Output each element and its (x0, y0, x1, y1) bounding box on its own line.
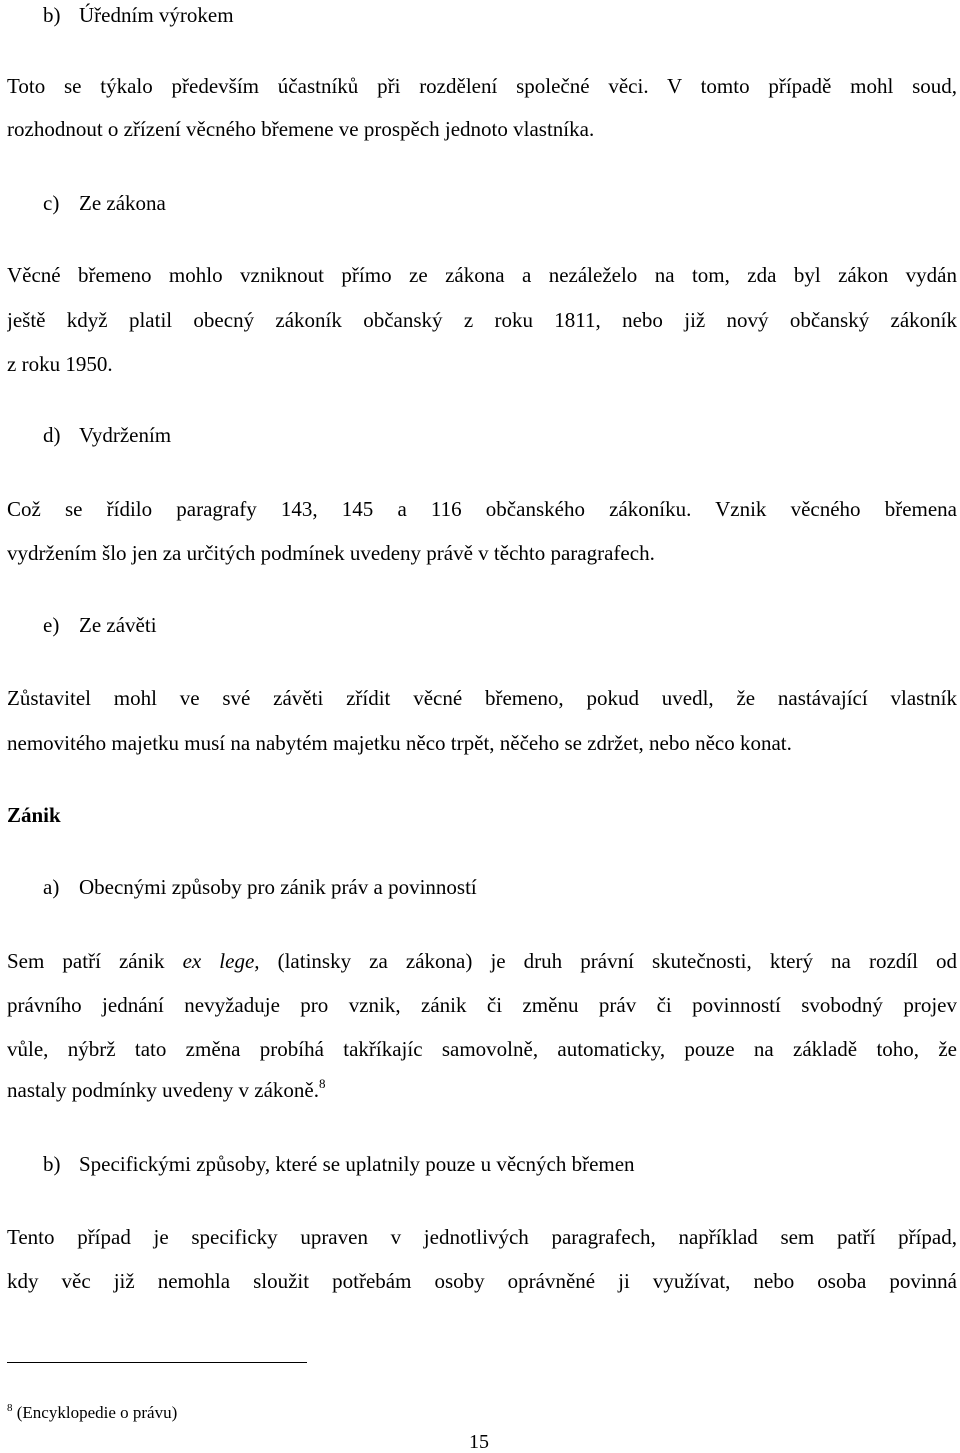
footnote-number: 8 (7, 1402, 13, 1414)
paragraph-line: Toto se týkalo především účastníků při rozdělení společné věci. V tomto případě mohl soud, (7, 74, 957, 98)
heading-text: Ze závěti (79, 613, 157, 637)
paragraph-line: Zůstavitel mohl ve své závěti zřídit věcné břemeno, pokud uvedl, že nastávající vlastník (7, 686, 957, 710)
list-marker: d) (43, 423, 61, 447)
paragraph-line: nemovitého majetku musí na nabytém majetku něco trpět, něčeho se zdržet, nebo něco konat. (7, 731, 792, 755)
paragraph-line: z roku 1950. (7, 352, 113, 376)
section-heading-e (43, 615, 157, 636)
list-marker: b) (43, 1152, 61, 1176)
list-marker: c) (43, 191, 60, 215)
list-marker: b) (43, 3, 61, 27)
section-heading-d (43, 425, 171, 446)
paragraph-line: ještě když platil obecný zákoník občanský z roku 1811, nebo již nový občanský zákoník (7, 308, 957, 332)
page-number: 15 (469, 1431, 489, 1453)
list-marker: a) (43, 875, 60, 899)
paragraph-line: vydržením šlo jen za určitých podmínek uvedeny právě v těchto paragrafech. (7, 541, 655, 565)
footnote-separator (7, 1362, 307, 1363)
paragraph-line: vůle, nýbrž tato změna probíhá takříkajíc samovolně, automaticky, pouze na základě toho, že (7, 1037, 957, 1061)
heading-text: Úředním výrokem (79, 3, 234, 27)
paragraph-line: kdy věc již nemohla sloužit potřebám osoby oprávněné ji využívat, nebo osoba povinná (7, 1269, 957, 1293)
paragraph-line: Tento případ je specificky upraven v jednotlivých paragrafech, například sem patří případ, (7, 1225, 957, 1249)
heading-text: Vydržením (79, 423, 172, 447)
paragraph-line: právního jednání nevyžaduje pro vznik, zánik či změnu práv či povinností svobodný projev (7, 993, 957, 1017)
section-heading-zanik-b (43, 1154, 635, 1175)
footnote-reference: 8 (319, 1076, 326, 1091)
heading-text: Specifickými způsoby, které se uplatnily pouze u věcných břemen (79, 1152, 635, 1176)
paragraph-line: rozhodnout o zřízení věcného břemene ve prospěch jednoto vlastníka. (7, 117, 595, 141)
footnote (7, 1404, 177, 1421)
heading-text: Obecnými způsoby pro zánik práv a povinností (79, 875, 477, 899)
paragraph-line: Sem patří zánik ex lege, (latinsky za zákona) je druh právní skutečnosti, který na rozdíl od (7, 949, 957, 973)
footnote-text: (Encyklopedie o právu) (16, 1403, 178, 1422)
section-heading-b (43, 5, 234, 26)
section-title-zanik: Zánik (7, 803, 61, 827)
latin-term: ex lege, (182, 949, 260, 973)
paragraph-line: Věcné břemeno mohlo vzniknout přímo ze zákona a nezáleželo na tom, zda byl zákon vydán (7, 263, 957, 287)
list-marker: e) (43, 613, 60, 637)
heading-text: Ze zákona (79, 191, 166, 215)
section-heading-zanik-a (43, 877, 477, 898)
section-heading-c (43, 193, 166, 214)
paragraph-line: nastaly podmínky uvedeny v zákoně.$^8$ (7, 1076, 326, 1102)
paragraph-line: Což se řídilo paragrafy 143, 145 a 116 občanského zákoníku. Vznik věcného břemena (7, 497, 957, 521)
